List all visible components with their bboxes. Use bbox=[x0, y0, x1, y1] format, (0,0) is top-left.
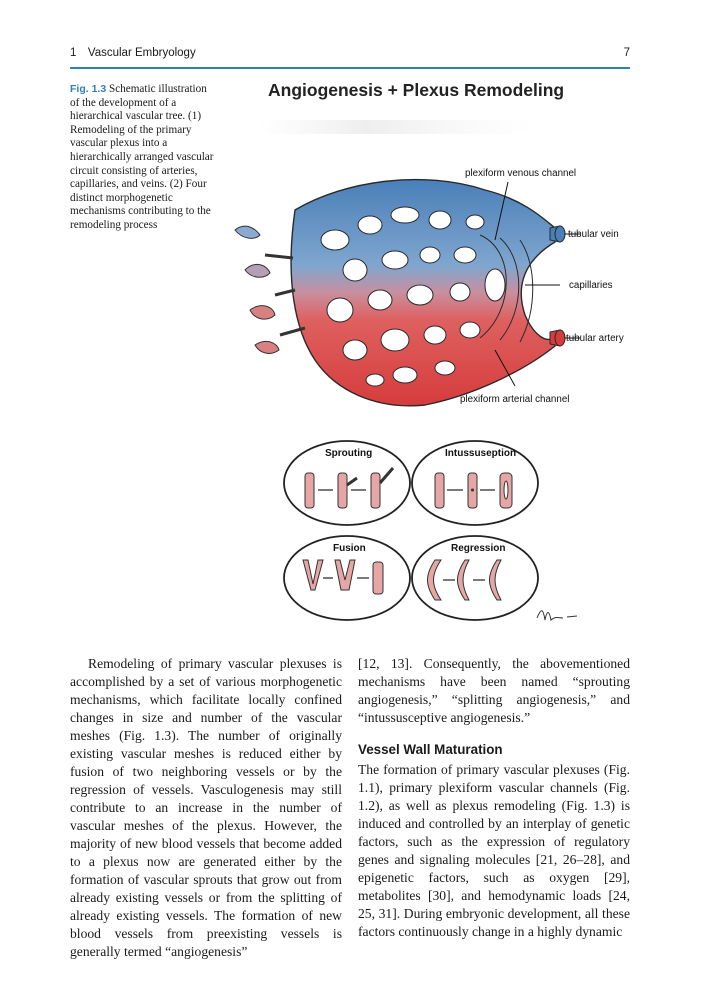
mechanism-intussusception bbox=[412, 441, 538, 525]
header-rule bbox=[70, 67, 630, 69]
mechanism-fusion-title: Fusion bbox=[333, 543, 366, 554]
label-plexiform-venous-channel: plexiform venous channel bbox=[465, 168, 577, 179]
running-head bbox=[70, 47, 630, 63]
label-plexiform-arterial-channel: plexiform arterial channel bbox=[460, 394, 570, 405]
mechanism-sprouting-title: Sprouting bbox=[325, 448, 373, 459]
left-column bbox=[70, 655, 342, 961]
figure-label: Fig. 1.3 bbox=[70, 83, 107, 95]
mechanism-regression bbox=[412, 536, 538, 620]
plexus-remodeling-diagram bbox=[225, 110, 645, 630]
figure-caption bbox=[70, 83, 218, 233]
mechanism-intussusception-title: Intussuseption bbox=[445, 448, 517, 459]
mechanism-regression-title: Regression bbox=[451, 543, 506, 554]
page-number: 7 bbox=[623, 47, 630, 59]
fade-arrow-band bbox=[255, 120, 535, 134]
figure-caption-text: Schematic illustration of the development of a hierarchical vascular tree. (1) Remodeling of the primary vascular plexus into a hierarchically arranged vascular circuit consisting of arteries, capillaries, and veins. (2) Four distinct morphogenetic mechanisms contributing to the remodeling process bbox=[70, 83, 214, 231]
body-paragraph-continuation: [12, 13]. Consequently, the abovementioned mechanisms have been named “sprouting angiogenesis,” “splitting angiogenesis,” and “intussusceptive angiogenesis.” bbox=[358, 656, 630, 725]
body-paragraph-vessel-wall: The formation of primary vascular plexuses (Fig. 1.1), primary plexiform vascular channels (Fig. 1.2), as well as plexus remodeling (Fig. 1.3) is induced and controlled by an interplay of genetic factors, such as the expression of regulatory genes and signaling molecules [21, 26–28], and epigenetic factors, such as oxygen [29], metabolites [30], and hemodynamic loads [24, 25, 31]. During embryonic development, all these factors continuously change in a highly dynamic bbox=[358, 762, 630, 939]
figure-title: Angiogenesis + Plexus Remodeling bbox=[268, 80, 565, 100]
mechanism-fusion bbox=[284, 536, 410, 620]
label-tubular-vein: tubular vein bbox=[568, 229, 619, 240]
mechanism-sprouting bbox=[284, 441, 410, 525]
chapter-title: 1 Vascular Embryology bbox=[70, 47, 196, 59]
right-column bbox=[358, 655, 630, 941]
label-capillaries: capillaries bbox=[569, 280, 613, 291]
label-tubular-artery: tubular artery bbox=[566, 333, 624, 344]
artist-signature bbox=[537, 611, 577, 620]
body-paragraph-remodeling: Remodeling of primary vascular plexuses is accomplished by a set of various morphogenetic mechanisms, which facilitate locally confined changes in size and number of the vascular meshes (Fig. 1.3). The number of originally existing vascular meshes is reduced either by fusion of two neighboring vessels or by the regression of vessels. Vasculogenesis may still contribute to an increase in the number of vascular meshes of the plexus. However, the majority of new blood vessels that become added to a plexus now are generated either by the formation of vascular sprouts that grow out from already existing vessels or from the splitting of already existing vessels. The formation of new blood vessels from preexisting vessels is generally termed “angiogenesis” bbox=[70, 656, 342, 959]
vascular-plexus bbox=[291, 180, 555, 406]
section-heading: Vessel Wall Maturation bbox=[358, 742, 503, 757]
